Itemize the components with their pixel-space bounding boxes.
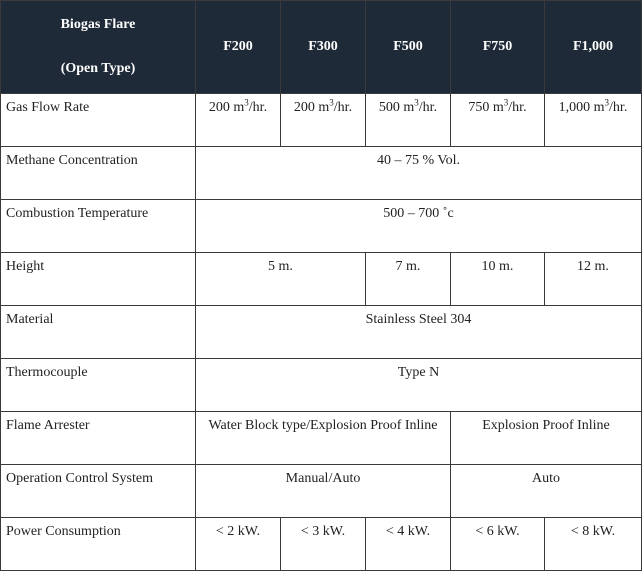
row-flame-arrester [1,412,642,465]
header-model-f200: F200 [196,1,281,94]
row-control [1,465,642,518]
material-value: Stainless Steel 304 [196,306,642,359]
row-label: Methane Concentration [1,147,196,200]
gas-flow-f1000: 1,000 $m^3/hr$. [545,94,642,147]
header-model-f300: F300 [281,1,366,94]
gas-flow-f300: 200 $m^3/hr$. [281,94,366,147]
flame-arrester-large: Explosion Proof Inline [451,412,642,465]
height-f500: 7 m. [366,253,451,306]
row-temperature [1,200,642,253]
row-label: Operation Control System [1,465,196,518]
row-thermocouple [1,359,642,412]
row-label: Flame Arrester [1,412,196,465]
control-small: Manual/Auto [196,465,451,518]
power-f300: < 3 kW. [281,518,366,571]
header-model-f500: F500 [366,1,451,94]
thermocouple-value: Type N [196,359,642,412]
power-f500: < 4 kW. [366,518,451,571]
power-f200: < 2 kW. [196,518,281,571]
gas-flow-f200: 200 $m^3/hr$. [196,94,281,147]
row-power [1,518,642,571]
row-gas-flow [1,94,642,147]
methane-value: 40 – 75 % Vol. [196,147,642,200]
height-f200-f300: 5 m. [196,253,366,306]
row-methane [1,147,642,200]
row-label: Gas Flow Rate [1,94,196,147]
height-f1000: 12 m. [545,253,642,306]
power-f1000: < 8 kW. [545,518,642,571]
header-title-line1: Biogas Flare [60,17,136,32]
temperature-value: 500 – 700 ˚c [196,200,642,253]
row-label: Combustion Temperature [1,200,196,253]
row-height [1,253,642,306]
header-model-f1000: F1,000 [545,1,642,94]
header-title-cell [1,1,196,94]
flame-arrester-small: Water Block type/Explosion Proof Inline [196,412,451,465]
control-large: Auto [451,465,642,518]
header-row [1,1,642,94]
header-title-line2: (Open Type) [60,61,136,76]
power-f750: < 6 kW. [451,518,545,571]
row-label: Height [1,253,196,306]
gas-flow-f500: 500 $m^3/hr$. [366,94,451,147]
row-label: Material [1,306,196,359]
gas-flow-f750: 750 $m^3/hr$. [451,94,545,147]
height-f750: 10 m. [451,253,545,306]
row-material [1,306,642,359]
row-label: Thermocouple [1,359,196,412]
row-label: Power Consumption [1,518,196,571]
header-model-f750: F750 [451,1,545,94]
